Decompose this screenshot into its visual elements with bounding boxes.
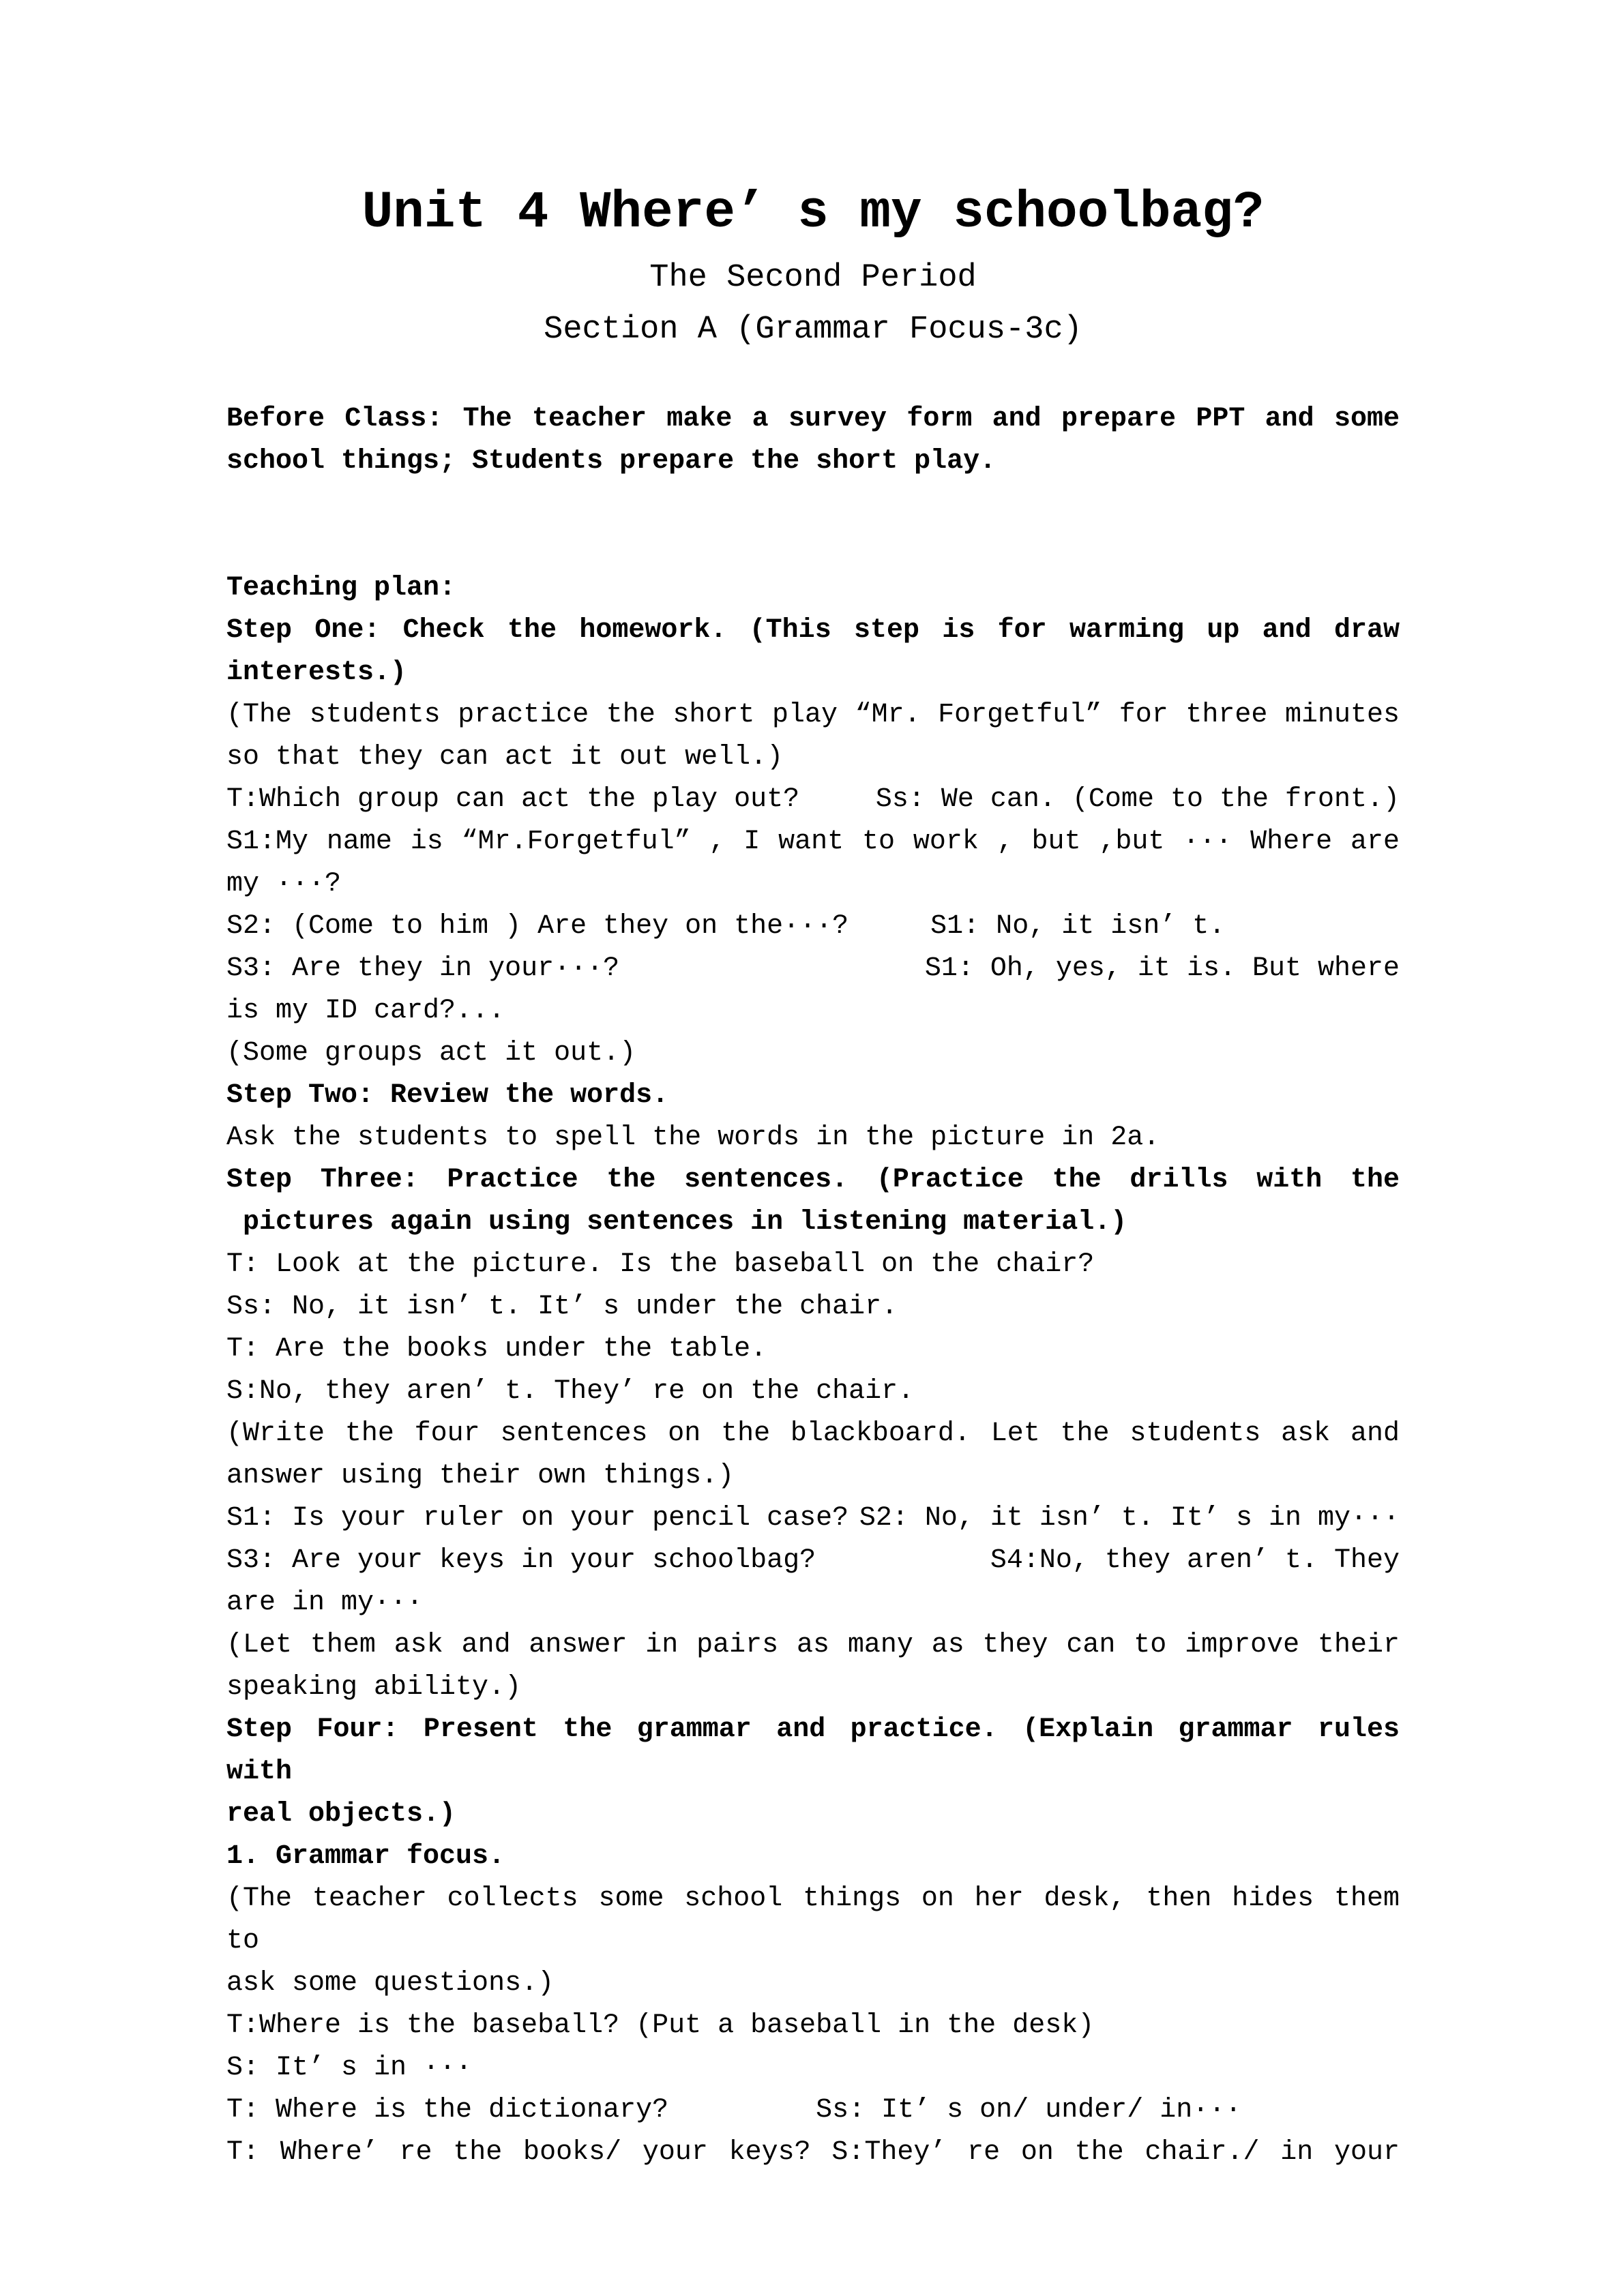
- blank-line: [226, 356, 1400, 398]
- text-line: 1. Grammar focus.: [226, 1841, 505, 1872]
- text-line: Teaching plan:: [226, 573, 456, 603]
- text-line: real objects.): [226, 1799, 456, 1830]
- dialogue-line: [226, 1540, 1400, 1582]
- document-content: [226, 174, 1400, 2174]
- text-line: speaking ability.): [226, 1672, 522, 1703]
- text-line: Before Class: The teacher make a survey form and prepare PPT and some: [226, 404, 1400, 434]
- text-line: Step Two: Review the words.: [226, 1080, 669, 1111]
- text-line: my ···?: [226, 869, 342, 899]
- dialogue-left: T:Which group can act the play out?: [226, 784, 800, 815]
- text-line: S: It’ s in ···: [226, 2053, 473, 2083]
- dialogue-right: S4:No, they aren’ t. They: [990, 1545, 1400, 1576]
- dialogue-line: [226, 1497, 1400, 1540]
- dialogue-left: S1: Is your ruler on your pencil case?: [226, 1503, 849, 1534]
- text-line: (Write the four sentences on the blackboard. Let the students ask and: [226, 1418, 1400, 1449]
- dialogue-line: [226, 779, 1400, 821]
- text-line: school things; Students prepare the short play.: [226, 446, 996, 477]
- dialogue-right: S2: No, it isn’ t. It’ s in my···: [859, 1503, 1400, 1534]
- text-line: Step One: Check the homework. (This step is for warming up and draw: [226, 615, 1400, 646]
- document-subtitle-period: The Second Period: [649, 260, 977, 296]
- blank-line: [226, 483, 1400, 525]
- dialogue-left: S3: Are they in your···?: [226, 953, 620, 984]
- text-line: is my ID card?...: [226, 996, 505, 1026]
- text-line: (Let them ask and answer in pairs as many as they can to improve their: [226, 1630, 1400, 1660]
- text-line: T: Where’ re the books/ your keys? S:They’ re on the chair./ in your: [226, 2137, 1400, 2168]
- text-line: are in my···: [226, 1587, 424, 1618]
- text-line: T:Where is the baseball? (Put a baseball in the desk): [226, 2010, 1095, 2041]
- text-line: ask some questions.): [226, 1968, 555, 1999]
- text-line: Step Four: Present the grammar and practice. (Explain grammar rules with: [226, 1714, 1400, 1787]
- text-line: (Some groups act it out.): [226, 1038, 636, 1069]
- text-line: Ask the students to spell the words in the picture in 2a.: [226, 1122, 1160, 1153]
- document-subtitle-section: Section A (Grammar Focus-3c): [544, 312, 1082, 348]
- text-line: interests.): [226, 657, 407, 688]
- dialogue-right: S1: Oh, yes, it is. But where: [924, 953, 1400, 984]
- text-line: pictures again using sentences in listening material.): [226, 1207, 1127, 1238]
- text-line: S1:My name is “Mr.Forgetful” , I want to work , but ,but ··· Where are: [226, 826, 1400, 857]
- text-line: T: Look at the picture. Is the baseball on the chair?: [226, 1249, 1095, 1280]
- dialogue-right: Ss: We can. (Come to the front.): [875, 784, 1400, 815]
- text-line: (The teacher collects some school things on her desk, then hides them to: [226, 1883, 1400, 1956]
- text-line: S2: (Come to him ) Are they on the···? S1: No, it isn’ t.: [226, 911, 1226, 942]
- text-line: T: Where is the dictionary? Ss: It’ s on/ under/ in···: [226, 2095, 1242, 2126]
- dialogue-left: S3: Are your keys in your schoolbag?: [226, 1545, 816, 1576]
- text-line: Ss: No, it isn’ t. It’ s under the chair.: [226, 1292, 898, 1322]
- text-line: Step Three: Practice the sentences. (Practice the drills with the: [226, 1165, 1400, 1195]
- text-line: so that they can act it out well.): [226, 742, 784, 773]
- text-line: answer using their own things.): [226, 1461, 735, 1491]
- document-title: Unit 4 Where’ s my schoolbag?: [361, 183, 1265, 242]
- text-line: (The students practice the short play “Mr. Forgetful” for three minutes: [226, 700, 1400, 730]
- blank-line: [226, 525, 1400, 567]
- text-line: S:No, they aren’ t. They’ re on the chair.: [226, 1376, 915, 1407]
- document-body: [226, 356, 1400, 2174]
- dialogue-line: [226, 948, 1400, 990]
- text-line: T: Are the books under the table.: [226, 1334, 767, 1365]
